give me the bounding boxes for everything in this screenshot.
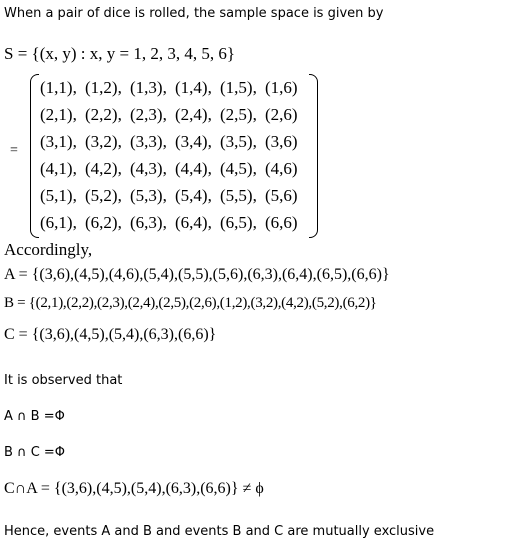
event-c-definition: C = {(3,6),(4,5),(5,4),(6,3),(6,6)} (4, 326, 217, 343)
a-intersect-b: A ∩ B =Φ (4, 409, 65, 424)
matrix-row (40, 209, 310, 236)
matrix-cell: (3,1), (40, 132, 77, 151)
matrix-cell: (6,5), (220, 213, 257, 232)
matrix-cell: (2,1), (40, 105, 77, 124)
matrix-cell: (4,4), (175, 159, 212, 178)
matrix-row (40, 182, 310, 209)
matrix-cell: (1,3), (130, 78, 167, 97)
matrix-cell: (6,1), (40, 213, 77, 232)
event-b-definition: B = {(2,1),(2,2),(2,3),(2,4),(2,5),(2,6),(1,2),(3,2),(4,2),(5,2),(6,2)} (4, 295, 377, 311)
conclusion-text: Hence, events A and B and events B and C are mutually exclusive (4, 524, 435, 539)
matrix-cell: (1,2), (85, 78, 122, 97)
matrix-cell: (1,5), (220, 78, 257, 97)
matrix-cell: (5,1), (40, 186, 77, 205)
matrix-cell: (5,3), (130, 186, 167, 205)
sample-space-matrix (40, 74, 310, 236)
matrix-cell: (6,6) (265, 213, 298, 232)
matrix-cell: (2,3), (130, 105, 167, 124)
matrix-cell: (2,5), (220, 105, 257, 124)
matrix-cell: (4,5), (220, 159, 257, 178)
matrix-row (40, 74, 310, 101)
event-a-definition: A = {(3,6),(4,5),(4,6),(5,4),(5,5),(5,6),(6,3),(6,4),(6,5),(6,6)} (4, 266, 390, 283)
matrix-cell: (6,2), (85, 213, 122, 232)
matrix-cell: (3,2), (85, 132, 122, 151)
matrix-right-brace (309, 74, 318, 238)
matrix-cell: (5,5), (220, 186, 257, 205)
intro-text: When a pair of dice is rolled, the sample space is given by (4, 6, 384, 21)
observation-text: It is observed that (4, 373, 123, 388)
matrix-cell: (2,4), (175, 105, 212, 124)
matrix-equals-sign: = (10, 143, 18, 158)
accordingly-label: Accordingly, (4, 240, 93, 259)
matrix-cell: (6,3), (130, 213, 167, 232)
matrix-cell: (4,3), (130, 159, 167, 178)
matrix-cell: (4,6) (265, 159, 298, 178)
matrix-cell: (5,2), (85, 186, 122, 205)
matrix-cell: (1,6) (265, 78, 298, 97)
matrix-cell: (2,2), (85, 105, 122, 124)
matrix-row (40, 101, 310, 128)
matrix-cell: (1,1), (40, 78, 77, 97)
matrix-row (40, 128, 310, 155)
matrix-cell: (5,4), (175, 186, 212, 205)
c-intersect-a: C∩A = {(3,6),(4,5),(5,4),(6,3),(6,6)} ≠ ϕ (4, 480, 264, 497)
matrix-cell: (3,5), (220, 132, 257, 151)
matrix-row (40, 155, 310, 182)
matrix-cell: (5,6) (265, 186, 298, 205)
matrix-cell: (4,1), (40, 159, 77, 178)
matrix-cell: (2,6) (265, 105, 298, 124)
matrix-cell: (3,6) (265, 132, 298, 151)
matrix-cell: (4,2), (85, 159, 122, 178)
matrix-cell: (6,4), (175, 213, 212, 232)
matrix-cell: (3,4), (175, 132, 212, 151)
matrix-cell: (3,3), (130, 132, 167, 151)
b-intersect-c: B ∩ C =Φ (4, 445, 66, 460)
matrix-cell: (1,4), (175, 78, 212, 97)
matrix-left-brace (30, 74, 39, 238)
sample-space-definition: S = {(x, y) : x, y = 1, 2, 3, 4, 5, 6} (4, 44, 235, 63)
